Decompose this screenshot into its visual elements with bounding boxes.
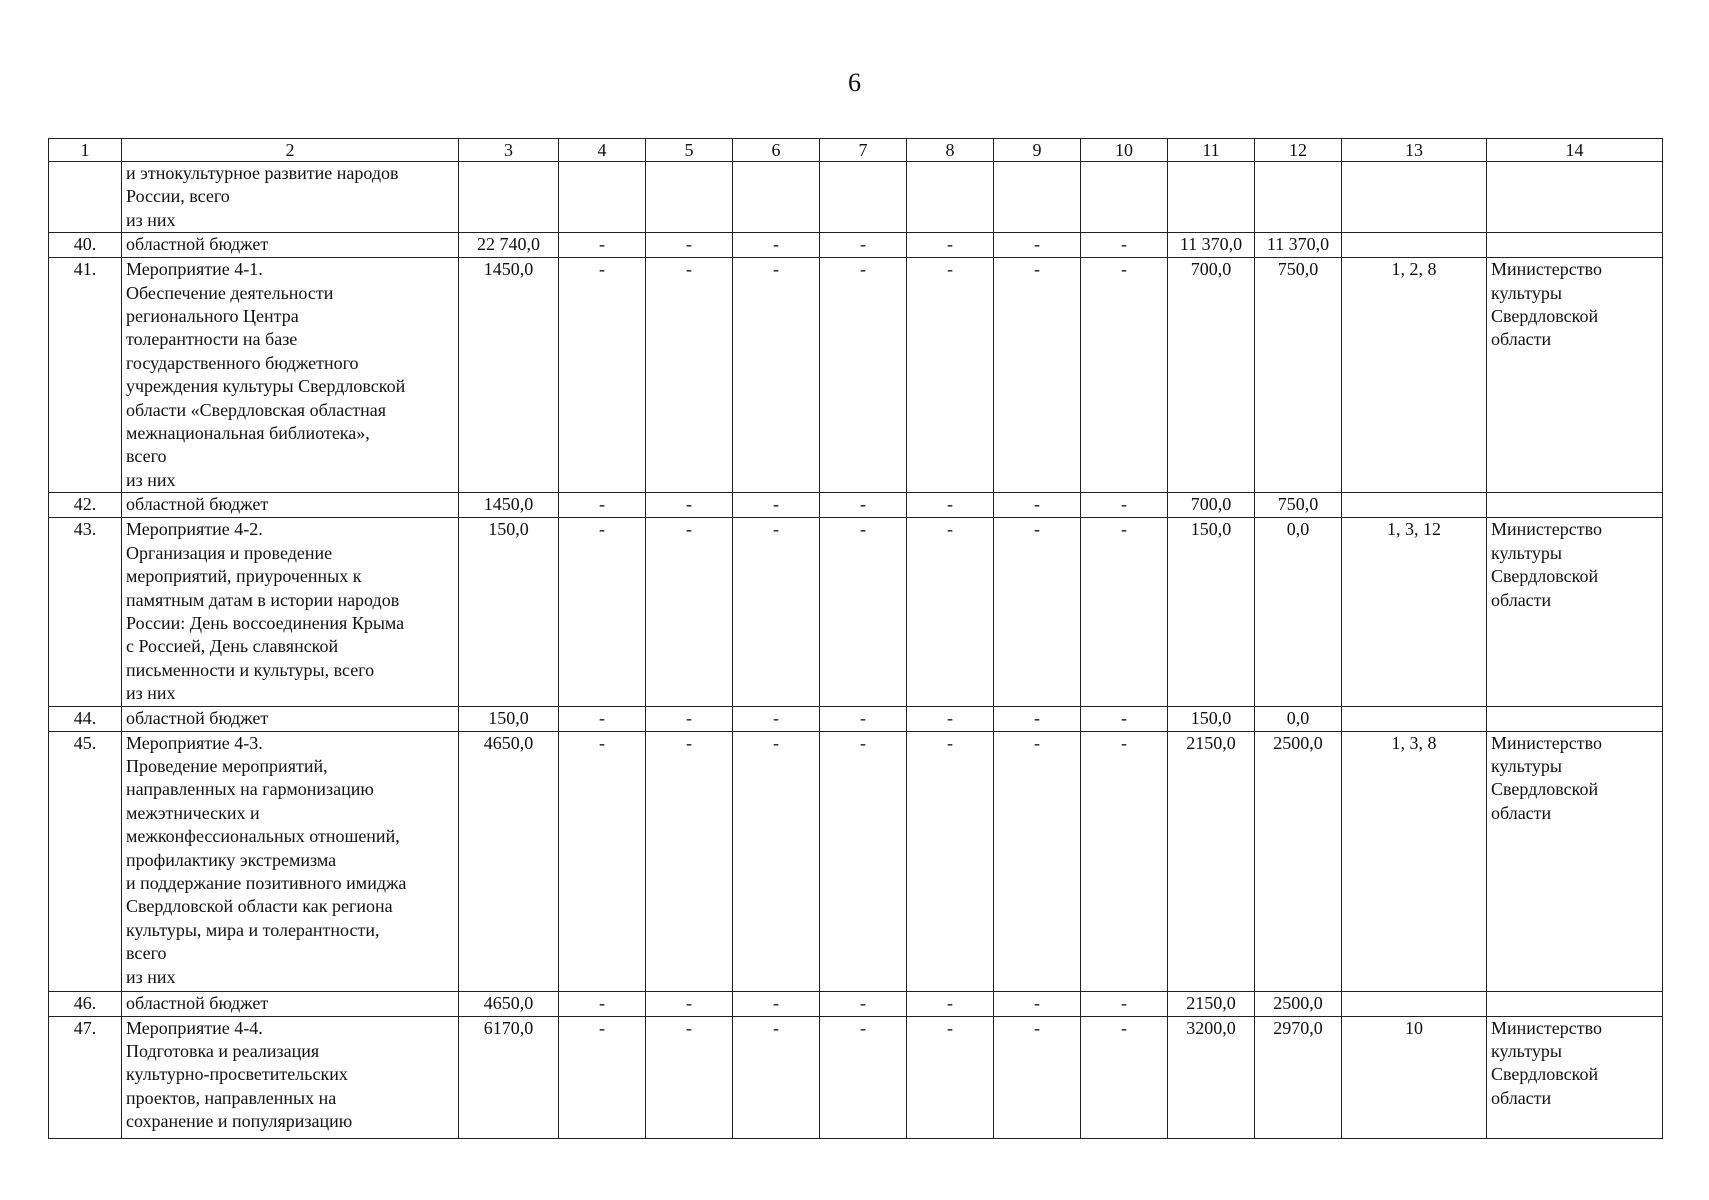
year-value: - — [733, 706, 820, 731]
row-number: 44. — [49, 706, 122, 731]
column-header: 9 — [994, 139, 1081, 162]
row-number — [49, 162, 122, 233]
year-value: - — [1081, 1016, 1168, 1138]
year-value: - — [820, 1016, 907, 1138]
year-value: - — [559, 493, 646, 518]
year-value: - — [733, 258, 820, 493]
year-value: 2500,0 — [1255, 991, 1342, 1016]
table-row — [49, 233, 1663, 258]
year-value: 150,0 — [1168, 706, 1255, 731]
year-value: - — [994, 233, 1081, 258]
year-value: - — [907, 1016, 994, 1138]
column-header: 13 — [1342, 139, 1487, 162]
year-value: - — [1081, 258, 1168, 493]
column-header: 6 — [733, 139, 820, 162]
year-value: 2150,0 — [1168, 991, 1255, 1016]
year-value: - — [646, 991, 733, 1016]
year-value: - — [733, 518, 820, 706]
column-header: 2 — [122, 139, 459, 162]
row-number: 42. — [49, 493, 122, 518]
year-value: - — [559, 731, 646, 991]
total-amount: 4650,0 — [459, 731, 559, 991]
year-value — [907, 162, 994, 233]
year-value: - — [994, 731, 1081, 991]
year-value: 11 370,0 — [1255, 233, 1342, 258]
year-value: - — [1081, 731, 1168, 991]
table-row — [49, 731, 1663, 991]
total-amount: 1450,0 — [459, 258, 559, 493]
year-value: - — [733, 493, 820, 518]
year-value: 150,0 — [1168, 518, 1255, 706]
responsible-executor — [1487, 706, 1663, 731]
responsible-executor — [1487, 233, 1663, 258]
year-value: - — [733, 991, 820, 1016]
activity-name: областной бюджет — [122, 233, 459, 258]
year-value: 750,0 — [1255, 493, 1342, 518]
year-value: - — [994, 518, 1081, 706]
row-number: 43. — [49, 518, 122, 706]
activity-name: Мероприятие 4-1. Обеспечение деятельности регионального Центра толерантности на базе государственного бюджетного учреждения культуры Свердловской области «Свердловская областная межнациональная библиотека», всего из них — [122, 258, 459, 493]
column-header: 10 — [1081, 139, 1168, 162]
table-row — [49, 258, 1663, 493]
year-value: - — [1081, 706, 1168, 731]
year-value — [820, 162, 907, 233]
year-value: - — [994, 706, 1081, 731]
target-indicators: 1, 3, 8 — [1342, 731, 1487, 991]
year-value: 750,0 — [1255, 258, 1342, 493]
column-header: 7 — [820, 139, 907, 162]
row-number: 45. — [49, 731, 122, 991]
year-value: - — [1081, 233, 1168, 258]
year-value: - — [1081, 493, 1168, 518]
target-indicators: 1, 2, 8 — [1342, 258, 1487, 493]
year-value: - — [646, 233, 733, 258]
table-body — [49, 139, 1663, 1139]
responsible-executor: Министерство культуры Свердловской области — [1487, 731, 1663, 991]
year-value: - — [907, 258, 994, 493]
total-amount: 22 740,0 — [459, 233, 559, 258]
target-indicators — [1342, 706, 1487, 731]
table-row — [49, 1016, 1663, 1138]
activity-name: и этнокультурное развитие народов России, всего из них — [122, 162, 459, 233]
target-indicators: 10 — [1342, 1016, 1487, 1138]
year-value: - — [820, 493, 907, 518]
responsible-executor: Министерство культуры Свердловской области — [1487, 258, 1663, 493]
year-value: 0,0 — [1255, 706, 1342, 731]
responsible-executor — [1487, 991, 1663, 1016]
year-value — [559, 162, 646, 233]
year-value: - — [646, 1016, 733, 1138]
table-row — [49, 991, 1663, 1016]
column-header: 4 — [559, 139, 646, 162]
responsible-executor — [1487, 162, 1663, 233]
total-amount — [459, 162, 559, 233]
year-value — [1255, 162, 1342, 233]
activity-name: областной бюджет — [122, 493, 459, 518]
year-value: - — [820, 258, 907, 493]
activity-name: областной бюджет — [122, 991, 459, 1016]
row-number: 46. — [49, 991, 122, 1016]
activity-name: Мероприятие 4-2. Организация и проведение мероприятий, приуроченных к памятным датам в истории народов России: День воссоединения Крыма с Россией, День славянской письменности и культуры, всего из них — [122, 518, 459, 706]
year-value: - — [733, 233, 820, 258]
column-header: 12 — [1255, 139, 1342, 162]
year-value: - — [994, 1016, 1081, 1138]
year-value — [1081, 162, 1168, 233]
year-value: - — [907, 518, 994, 706]
year-value — [733, 162, 820, 233]
total-amount: 150,0 — [459, 706, 559, 731]
year-value: 2500,0 — [1255, 731, 1342, 991]
year-value: - — [646, 706, 733, 731]
year-value: 0,0 — [1255, 518, 1342, 706]
column-header: 5 — [646, 139, 733, 162]
year-value: - — [907, 493, 994, 518]
year-value: - — [994, 493, 1081, 518]
year-value: - — [820, 233, 907, 258]
total-amount: 1450,0 — [459, 493, 559, 518]
year-value: - — [646, 731, 733, 991]
responsible-executor: Министерство культуры Свердловской области — [1487, 518, 1663, 706]
responsible-executor — [1487, 493, 1663, 518]
year-value: 700,0 — [1168, 258, 1255, 493]
year-value: - — [559, 991, 646, 1016]
total-amount: 150,0 — [459, 518, 559, 706]
year-value: - — [1081, 518, 1168, 706]
year-value: - — [559, 1016, 646, 1138]
year-value: - — [994, 258, 1081, 493]
total-amount: 4650,0 — [459, 991, 559, 1016]
year-value — [994, 162, 1081, 233]
table-row — [49, 162, 1663, 233]
year-value: - — [733, 1016, 820, 1138]
year-value: - — [907, 706, 994, 731]
year-value: - — [559, 706, 646, 731]
table-row — [49, 706, 1663, 731]
responsible-executor: Министерство культуры Свердловской области — [1487, 1016, 1663, 1138]
year-value: - — [907, 233, 994, 258]
year-value — [1168, 162, 1255, 233]
year-value: 2970,0 — [1255, 1016, 1342, 1138]
table-row — [49, 493, 1663, 518]
column-header: 1 — [49, 139, 122, 162]
row-number: 47. — [49, 1016, 122, 1138]
column-header: 14 — [1487, 139, 1663, 162]
year-value: - — [820, 706, 907, 731]
target-indicators — [1342, 162, 1487, 233]
year-value: - — [733, 731, 820, 991]
year-value: - — [907, 991, 994, 1016]
target-indicators — [1342, 991, 1487, 1016]
table-header-row — [49, 139, 1663, 162]
year-value: - — [559, 233, 646, 258]
year-value: - — [646, 258, 733, 493]
year-value: - — [559, 518, 646, 706]
activity-name: Мероприятие 4-3. Проведение мероприятий, направленных на гармонизацию межэтнических и межконфессиональных отношений, профилактику экстремизма и поддержание позитивного имиджа Свердловской области как региона культуры, мира и толерантности, всего из них — [122, 731, 459, 991]
year-value: 11 370,0 — [1168, 233, 1255, 258]
year-value — [646, 162, 733, 233]
year-value: 3200,0 — [1168, 1016, 1255, 1138]
row-number: 41. — [49, 258, 122, 493]
page-number: 6 — [848, 68, 861, 97]
year-value: - — [646, 518, 733, 706]
column-header: 11 — [1168, 139, 1255, 162]
target-indicators — [1342, 493, 1487, 518]
target-indicators: 1, 3, 12 — [1342, 518, 1487, 706]
table-row — [49, 518, 1663, 706]
program-table — [48, 138, 1663, 1139]
year-value: - — [646, 493, 733, 518]
year-value: - — [820, 518, 907, 706]
column-header: 3 — [459, 139, 559, 162]
total-amount: 6170,0 — [459, 1016, 559, 1138]
year-value: - — [994, 991, 1081, 1016]
year-value: - — [1081, 991, 1168, 1016]
year-value: - — [820, 731, 907, 991]
year-value: - — [559, 258, 646, 493]
year-value: 2150,0 — [1168, 731, 1255, 991]
activity-name: областной бюджет — [122, 706, 459, 731]
row-number: 40. — [49, 233, 122, 258]
activity-name: Мероприятие 4-4. Подготовка и реализация культурно-просветительских проектов, направленных на сохранение и популяризацию — [122, 1016, 459, 1138]
year-value: - — [907, 731, 994, 991]
column-header: 8 — [907, 139, 994, 162]
year-value: 700,0 — [1168, 493, 1255, 518]
target-indicators — [1342, 233, 1487, 258]
year-value: - — [820, 991, 907, 1016]
